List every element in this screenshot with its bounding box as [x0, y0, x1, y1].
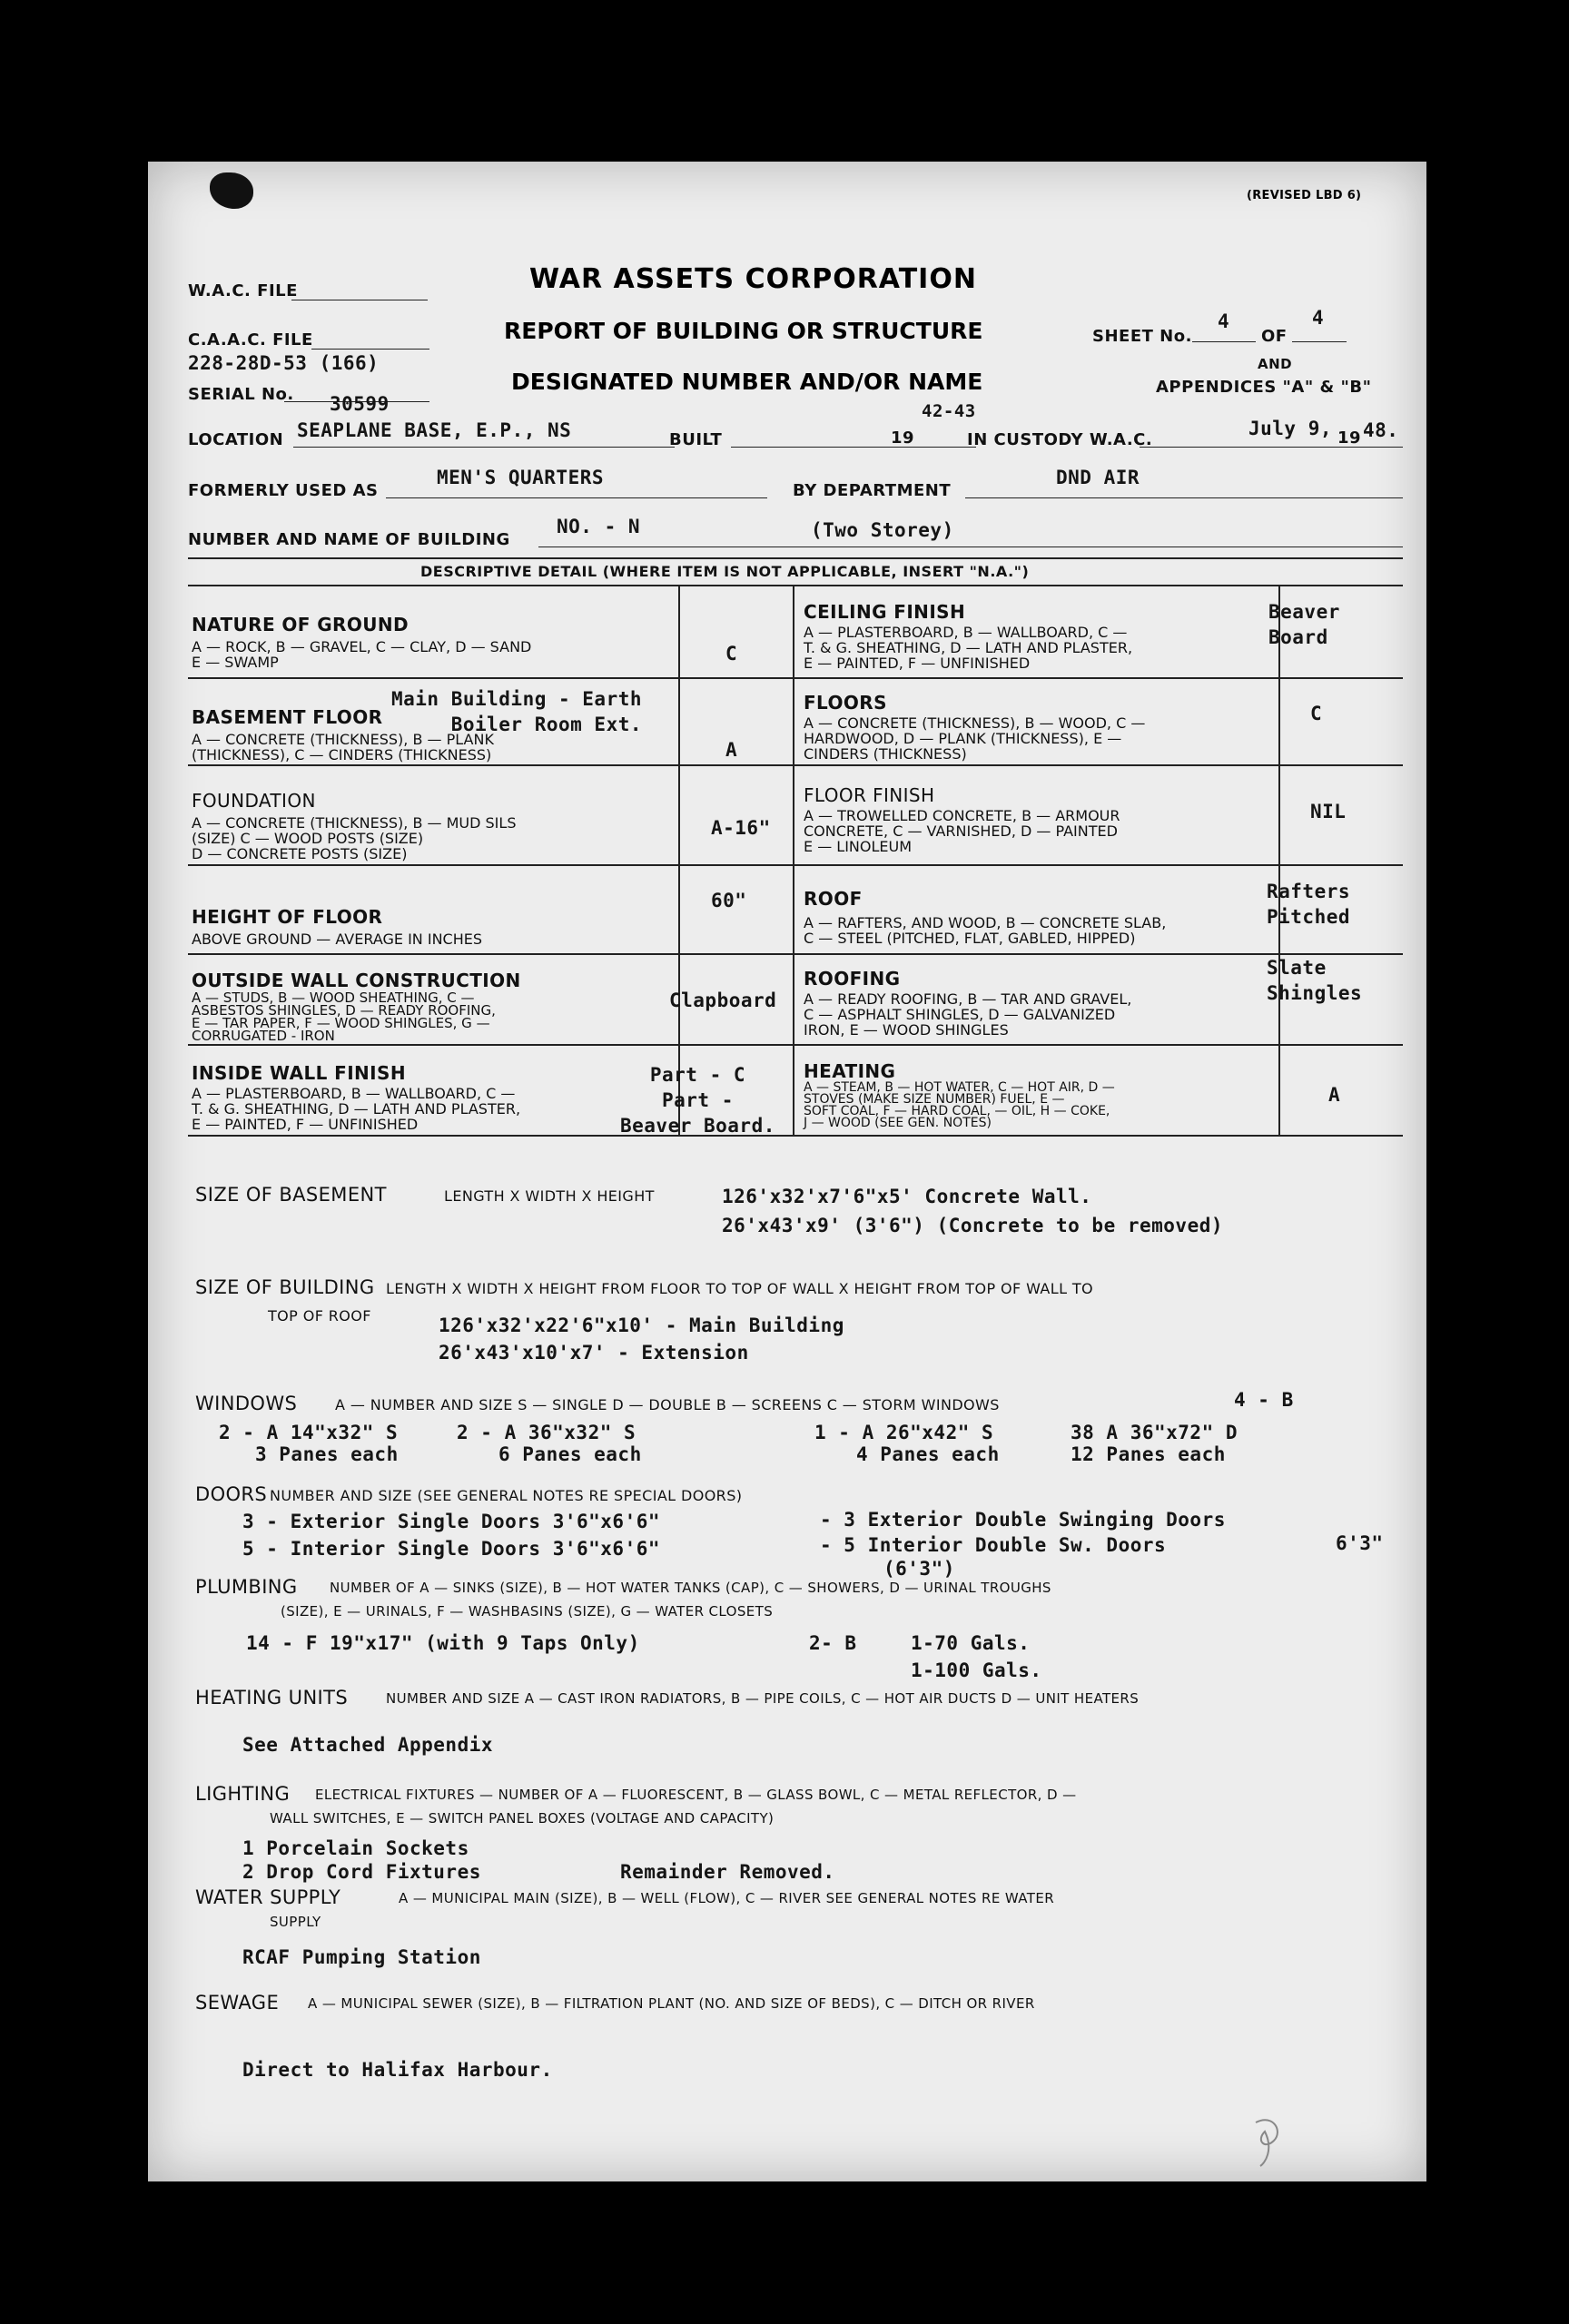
window-item — [1071, 1422, 1238, 1465]
window-item — [814, 1422, 1000, 1465]
row-roofing — [804, 968, 1131, 1038]
row-desc: ABOVE GROUND — AVERAGE IN INCHES — [192, 931, 483, 948]
foundation-value: A-16" — [711, 817, 771, 839]
row-title: CEILING FINISH — [804, 601, 966, 623]
custody-label: IN CUSTODY W.A.C. — [967, 430, 1153, 449]
sewage-line1: Direct to Halifax Harbour. — [242, 2059, 553, 2081]
row-title: FLOOR FINISH — [804, 784, 935, 806]
plumbing-line1b: 2- B — [809, 1632, 857, 1654]
sheet-label: SHEET No. — [1092, 327, 1192, 346]
revised-mark: (REVISED LBD 6) — [1247, 189, 1362, 202]
org-title: WAR ASSETS CORPORATION — [529, 263, 977, 295]
lighting-desc1: ELECTRICAL FIXTURES — NUMBER OF A — FLUORESCENT, B — GLASS BOWL, C — METAL REFLECTOR, D — — [315, 1787, 1077, 1803]
window-item — [219, 1422, 399, 1465]
basement-size-desc: LENGTH X WIDTH X HEIGHT — [444, 1187, 655, 1205]
doors-line1a: 3 - Exterior Single Doors 3'6"x6'6" — [242, 1511, 661, 1532]
dept-value: DND AIR — [1056, 467, 1140, 488]
ink-stain — [210, 172, 253, 209]
building-no: NO. - N — [557, 516, 641, 537]
ceiling-finish-value: Beaver Board — [1268, 601, 1340, 648]
pencil-mark-icon — [1238, 2113, 1292, 2168]
heating-units-line1: See Attached Appendix — [242, 1734, 494, 1756]
lighting-desc2: WALL SWITCHES, E — SWITCH PANEL BOXES (VOLTAGE AND CAPACITY) — [270, 1810, 775, 1827]
roof-value: Rafters Pitched — [1267, 881, 1351, 928]
row-desc: A — PLASTERBOARD, B — WALLBOARD, C — T. & G. SHEATHING, D — LATH AND PLASTER, E — PAINTED, F — UNFINISHED — [192, 1085, 521, 1133]
wac-file-field — [291, 298, 428, 300]
caac-file-value: 228-28D-53 (166) — [188, 352, 380, 374]
designation-title: DESIGNATED NUMBER AND/OR NAME — [511, 369, 983, 395]
row-desc: A — TROWELLED CONCRETE, B — ARMOUR CONCRETE, C — VARNISHED, D — PAINTED E — LINOLEUM — [804, 807, 1120, 855]
row-desc: A — CONCRETE (THICKNESS), B — PLANK (THICKNESS), C — CINDERS (THICKNESS) — [192, 731, 494, 763]
sheet-total-value: 4 — [1312, 307, 1325, 329]
formerly-label: FORMERLY USED AS — [188, 481, 379, 500]
row-inside-wall — [192, 1062, 520, 1132]
doors-desc: NUMBER AND SIZE (SEE GENERAL NOTES RE SPECIAL DOORS) — [270, 1487, 743, 1504]
doors-line1b: - 3 Exterior Double Swinging Doors — [820, 1509, 1226, 1531]
basement-floor-note: Main Building - Earth Boiler Room Ext. — [391, 688, 643, 735]
building-size-label: SIZE OF BUILDING — [195, 1276, 375, 1298]
nature-of-ground-value: C — [725, 643, 738, 665]
building-size-line1: 126'x32'x22'6"x10' - Main Building — [439, 1315, 844, 1336]
row-title: HEIGHT OF FLOOR — [192, 906, 383, 928]
of-label: OF — [1261, 327, 1288, 346]
location-field — [293, 419, 675, 448]
floor-finish-value: NIL — [1310, 801, 1347, 822]
formerly-value: MEN'S QUARTERS — [437, 467, 605, 488]
windows-label: WINDOWS — [195, 1393, 298, 1414]
row-desc: A — STEAM, B — HOT WATER, C — HOT AIR, D — STOVES (MAKE SIZE NUMBER) FUEL, E — SOFT COAL, F — HARD COAL, — OIL, H — COKE, J — WOOD (SEE GEN. NOTES) — [804, 1080, 1115, 1130]
sewage-desc: A — MUNICIPAL SEWER (SIZE), B — FILTRATION PLANT (NO. AND SIZE OF BEDS), C — DITCH OR RIVER — [308, 1995, 1035, 2012]
doors-line2a: 5 - Interior Single Doors 3'6"x6'6" — [242, 1538, 661, 1560]
row-floor-finish — [804, 784, 1120, 854]
water-supply-line1: RCAF Pumping Station — [242, 1946, 481, 1968]
appendices-label: APPENDICES "A" & "B" — [1156, 378, 1372, 397]
descriptive-header: DESCRIPTIVE DETAIL (WHERE ITEM IS NOT APPLICABLE, INSERT "N.A.") — [420, 563, 1030, 580]
basement-size-line2: 26'x43'x9' (3'6") (Concrete to be removed) — [722, 1215, 1224, 1236]
windows-extra: 4 - B — [1234, 1389, 1294, 1411]
window-item-line2: 12 Panes each — [1071, 1443, 1226, 1465]
window-item-line2: 4 Panes each — [856, 1443, 1000, 1465]
plumbing-desc2: (SIZE), E — URINALS, F — WASHBASINS (SIZE), G — WATER CLOSETS — [281, 1603, 774, 1620]
row-height-of-floor — [192, 906, 482, 947]
and-label: AND — [1258, 356, 1293, 372]
document-sheet — [148, 162, 1426, 2181]
row-title: OUTSIDE WALL CONSTRUCTION — [192, 970, 521, 991]
building-size-line2: 26'x43'x10'x7' - Extension — [439, 1342, 749, 1364]
lighting-line2b: Remainder Removed. — [620, 1861, 835, 1883]
custody-year: 48. — [1363, 419, 1399, 441]
row-title: FLOORS — [804, 692, 887, 714]
row-title: FOUNDATION — [192, 790, 316, 812]
doors-line3: (6'3") — [883, 1558, 955, 1580]
dept-field — [965, 467, 1403, 498]
report-title: REPORT OF BUILDING OR STRUCTURE — [504, 318, 983, 344]
dept-label: BY DEPARTMENT — [793, 481, 952, 500]
sheet-total-field — [1292, 307, 1347, 342]
custody-date: July 9, — [1248, 418, 1333, 439]
heating-units-label: HEATING UNITS — [195, 1687, 349, 1709]
row-title: BASEMENT FLOOR — [192, 706, 383, 728]
row-title: ROOF — [804, 888, 863, 910]
building-size-desc: LENGTH X WIDTH X HEIGHT FROM FLOOR TO TOP OF WALL X HEIGHT FROM TOP OF WALL TO — [386, 1280, 1094, 1297]
sheet-no-field — [1192, 310, 1256, 342]
plumbing-desc1: NUMBER OF A — SINKS (SIZE), B — HOT WATER TANKS (CAP), C — SHOWERS, D — URINAL TROUGHS — [330, 1580, 1051, 1596]
inside-wall-value: Part - C Part - Beaver Board. — [620, 1064, 775, 1137]
water-supply-desc1: A — MUNICIPAL MAIN (SIZE), B — WELL (FLOW), C — RIVER SEE GENERAL NOTES RE WATER — [399, 1890, 1055, 1906]
row-title: HEATING — [804, 1060, 896, 1082]
wac-file-label: W.A.C. FILE — [188, 281, 298, 300]
caac-file-label: C.A.A.C. FILE — [188, 330, 313, 350]
row-title: ROOFING — [804, 968, 901, 990]
custody-field — [1140, 418, 1403, 448]
serial-label: SERIAL No. — [188, 385, 294, 404]
building-label: NUMBER AND NAME OF BUILDING — [188, 530, 510, 549]
lighting-line1: 1 Porcelain Sockets — [242, 1837, 469, 1859]
water-supply-desc2: SUPPLY — [270, 1914, 321, 1930]
serial-value: 30599 — [330, 393, 390, 415]
row-desc: A — ROCK, B — GRAVEL, C — CLAY, D — SAND E — SWAMP — [192, 638, 532, 671]
building-field — [538, 516, 1403, 547]
window-item-line2: 3 Panes each — [255, 1443, 399, 1465]
floors-value: C — [1310, 703, 1323, 724]
row-desc: A — CONCRETE (THICKNESS), B — WOOD, C — HARDWOOD, D — PLANK (THICKNESS), E — CINDERS (THICKNESS) — [804, 714, 1146, 763]
lighting-label: LIGHTING — [195, 1783, 291, 1805]
custody-prefix: 19 — [1337, 428, 1362, 448]
built-prefix: 19 — [891, 428, 915, 448]
basement-floor-value: A — [725, 739, 738, 761]
heating-units-desc: NUMBER AND SIZE A — CAST IRON RADIATORS, B — PIPE COILS, C — HOT AIR DUCTS D — UNIT HEATERS — [386, 1690, 1140, 1707]
built-label: BUILT — [669, 430, 723, 449]
sheet-no-value: 4 — [1218, 310, 1230, 332]
row-title: NATURE OF GROUND — [192, 614, 409, 635]
plumbing-label: PLUMBING — [195, 1576, 298, 1598]
height-of-floor-value: 60" — [711, 890, 747, 911]
doors-line2c: 6'3" — [1336, 1532, 1384, 1554]
basement-size-line1: 126'x32'x7'6"x5' Concrete Wall. — [722, 1186, 1092, 1207]
window-item-line1: 2 - A 14"x32" S — [219, 1422, 399, 1443]
plumbing-line1a: 14 - F 19"x17" (with 9 Taps Only) — [246, 1632, 640, 1654]
plumbing-line2: 1-100 Gals. — [911, 1659, 1042, 1681]
row-ceiling-finish — [804, 601, 1132, 671]
sewage-label: SEWAGE — [195, 1992, 280, 2014]
row-foundation — [192, 790, 516, 862]
window-item — [457, 1422, 642, 1465]
row-desc: A — READY ROOFING, B — TAR AND GRAVEL, C — ASPHALT SHINGLES, D — GALVANIZED IRON, E — WOOD SHINGLES — [804, 990, 1132, 1039]
roofing-value: Slate Shingles — [1267, 957, 1363, 1004]
window-item-line1: 1 - A 26"x42" S — [814, 1422, 994, 1443]
built-field — [731, 401, 976, 448]
row-desc: A — STUDS, B — WOOD SHEATHING, C — ASBESTOS SHINGLES, D — READY ROOFING, E — TAR PAPER, F — WOOD SHINGLES, G — CORRUGATED - IRON — [192, 990, 496, 1044]
row-desc: A — PLASTERBOARD, B — WALLBOARD, C — T. & G. SHEATHING, D — LATH AND PLASTER, E — PAINTED, F — UNFINISHED — [804, 624, 1133, 672]
window-item-line2: 6 Panes each — [498, 1443, 642, 1465]
row-roof — [804, 888, 1166, 946]
window-item-line1: 38 A 36"x72" D — [1071, 1422, 1238, 1443]
caac-file-line — [311, 347, 429, 350]
row-floors — [804, 692, 1145, 762]
row-title: INSIDE WALL FINISH — [192, 1062, 406, 1084]
lighting-line2a: 2 Drop Cord Fixtures — [242, 1861, 481, 1883]
formerly-field — [386, 467, 767, 498]
row-desc: A — RAFTERS, AND WOOD, B — CONCRETE SLAB, C — STEEL (PITCHED, FLAT, GABLED, HIPPED) — [804, 914, 1167, 947]
row-desc: A — CONCRETE (THICKNESS), B — MUD SILS (SIZE) C — WOOD POSTS (SIZE) D — CONCRETE POSTS (SIZE) — [192, 814, 517, 862]
plumbing-line1c: 1-70 Gals. — [911, 1632, 1031, 1654]
outside-wall-value: Clapboard — [669, 990, 777, 1011]
built-value: 42-43 — [922, 401, 976, 421]
doors-label: DOORS — [195, 1483, 268, 1505]
window-item-line1: 2 - A 36"x32" S — [457, 1422, 636, 1443]
row-nature-of-ground — [192, 614, 531, 670]
building-size-desc2: TOP OF ROOF — [268, 1307, 371, 1324]
row-outside-wall — [192, 970, 521, 1042]
heating-value: A — [1328, 1084, 1341, 1106]
windows-desc: A — NUMBER AND SIZE S — SINGLE D — DOUBLE B — SCREENS C — STORM WINDOWS — [335, 1396, 1000, 1413]
basement-size-label: SIZE OF BASEMENT — [195, 1184, 387, 1206]
row-heating — [804, 1060, 1115, 1129]
doors-line2b: - 5 Interior Double Sw. Doors — [820, 1534, 1167, 1556]
location-value: SEAPLANE BASE, E.P., NS — [297, 419, 572, 441]
building-name: (Two Storey) — [811, 519, 954, 541]
water-supply-label: WATER SUPPLY — [195, 1886, 341, 1908]
location-label: LOCATION — [188, 430, 284, 449]
